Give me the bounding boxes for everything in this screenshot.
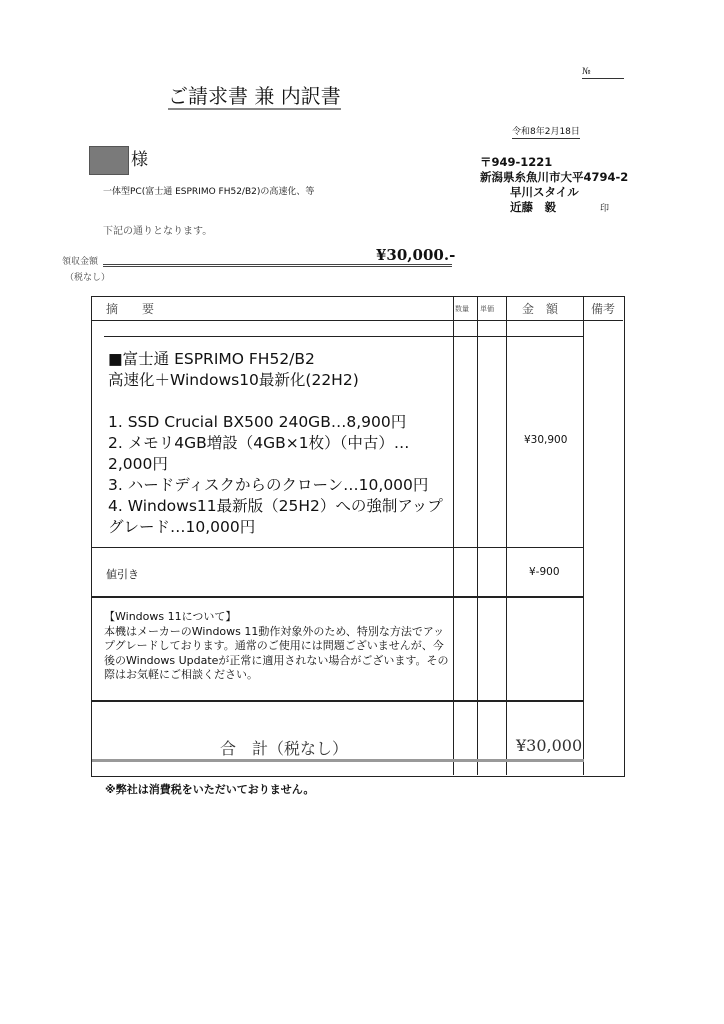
item-title-line-2: 高速化＋Windows10最新化(22H2) [108, 371, 359, 389]
receipt-amount: ¥30,000.- [376, 246, 456, 264]
col-divider-quantity [453, 297, 454, 775]
subheader-line [104, 336, 584, 337]
issuer-postal-code: 〒949-1221 [480, 155, 553, 169]
notice-body: 本機はメーカーのWindows 11動作対象外のため、特別な方法でアップグレードしております。通常のご使用には問題ございませんが、今後のWindows Updateが正常に適用されない場合がございます。その際はお気軽にご相談ください。 [104, 624, 449, 681]
discount-amount: ¥-900 [529, 566, 560, 578]
item-line-2: 2. メモリ4GB増設（4GB×1枚）（中古）…2,000円 [108, 434, 410, 473]
header-amount: 金 額 [522, 302, 559, 316]
recipient-honorific: 様 [131, 150, 148, 170]
total-amount: ¥30,000 [516, 736, 583, 755]
total-label: 合 計（税なし） [220, 739, 349, 758]
item-line-1: 1. SSD Crucial BX500 240GB…8,900円 [108, 413, 407, 431]
item-line-4: 4. Windows11最新版（25H2）への強制アップグレード…10,000円 [108, 497, 443, 536]
receipt-double-underline [103, 264, 452, 267]
issuer-block [480, 155, 628, 217]
issuer-company: 早川スタイル [510, 185, 579, 199]
item-title-line-1: ■富士通 ESPRIMO FH52/B2 [108, 350, 315, 368]
issuer-person-row [480, 200, 628, 217]
issuer-address: 新潟県糸魚川市大平4794-2 [480, 170, 629, 184]
item-line-3: 3. ハードディスクからのクローン…10,000円 [108, 476, 429, 494]
total-double-line [92, 759, 584, 762]
col-divider-remarks [583, 297, 584, 775]
row-border-1 [92, 547, 584, 548]
header-remarks: 備考 [591, 302, 616, 316]
redacted-recipient-name [89, 146, 129, 175]
row-border-2 [92, 596, 584, 598]
header-unit-price: 単価 [480, 305, 494, 313]
receipt-tax-note: （税なし） [65, 273, 111, 283]
header-quantity: 数量 [455, 305, 469, 313]
document-title: ご請求書 兼 内訳書 [168, 84, 341, 108]
discount-label: 値引き [106, 568, 139, 581]
item-amount: ¥30,900 [524, 434, 568, 446]
intro-text: 下記の通りとなります。 [103, 226, 213, 237]
invoice-subject: 一体型PC(富士通 ESPRIMO FH52/B2)の高速化、等 [103, 187, 315, 197]
document-number-label: № [582, 67, 624, 79]
invoice-table [91, 296, 625, 777]
seal-mark: 印 [600, 204, 610, 214]
col-divider-amount [506, 297, 507, 775]
notice-title: 【Windows 11について】 [104, 610, 237, 623]
item-title [108, 349, 359, 391]
header-description: 摘 要 [106, 302, 155, 316]
tax-exemption-note: ※弊社は消費税をいただいておりません。 [105, 783, 315, 796]
issuer-person: 近藤 毅 [510, 200, 556, 214]
item-list [108, 412, 453, 538]
col-divider-unit-price [477, 297, 478, 775]
receipt-amount-label: 領収金額 [62, 257, 99, 267]
issue-date: 令和8年2月18日 [512, 127, 580, 137]
row-border-3 [92, 700, 584, 702]
windows11-notice [104, 610, 454, 683]
